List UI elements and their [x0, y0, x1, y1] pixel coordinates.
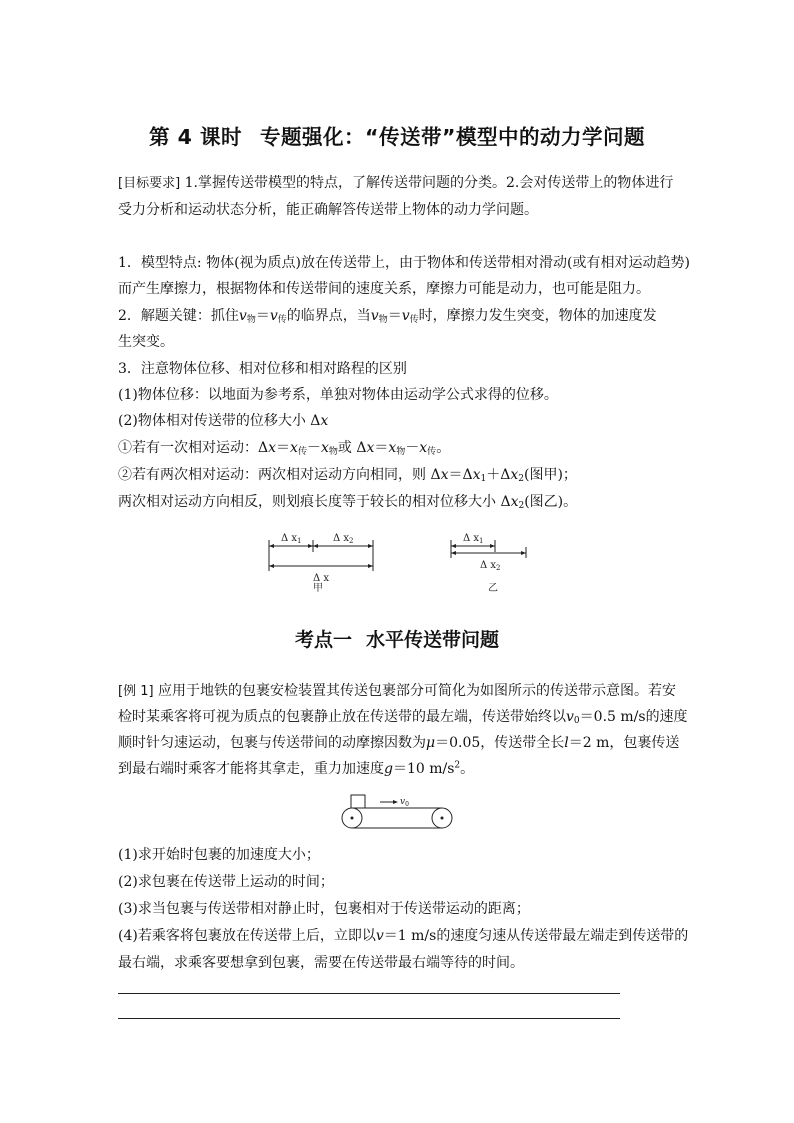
answer-line-1[interactable] — [118, 993, 620, 994]
point-1-line-1: 1．模型特点: 物体(视为质点)放在传送带上，由于物体和传送带相对滑动(或有相对运动趋势) — [118, 255, 690, 271]
example-tag: [例 1] — [118, 684, 154, 699]
jia-dx1-label: Δ $x_1$ — [281, 533, 302, 545]
question-4-line-1: (4)若乘客将包裹放在传送带上后，立即以v＝1 m/s的速度匀速从传送带最左端走到传送带的 — [118, 928, 689, 944]
answer-line-2[interactable] — [118, 1018, 620, 1019]
point-2-line-1: 2．解题关键：抓住$v_物=v_传$的临界点，当$v_物=v_传$时，摩擦力发生突变，物体的加速度发 — [118, 308, 657, 325]
point-1-line-2: 而产生摩擦力，根据物体和传送带间的速度关系，摩擦力可能是动力，也可能是阻力。 — [118, 281, 650, 297]
lesson-title — [0, 120, 794, 150]
question-4-line-2: 最右端，求乘客要想拿到包裹，需要在传送带最右端等待的时间。 — [118, 955, 524, 971]
point-3: 3．注意物体位移、相对位移和相对路程的区别 — [118, 361, 407, 377]
question-3: (3)求当包裹与传送带相对静止时，包裹相对于传送带运动的距离； — [118, 901, 530, 917]
yi-dx2-label: Δ $x_2$ — [480, 560, 501, 572]
point-2-line-2: 生突变。 — [118, 334, 174, 350]
example-line-1: [例 1] 应用于地铁的包裹安检装置其传送包裹部分可简化为如图所示的传送带示意图。若安 — [118, 683, 677, 699]
lesson-topic: 专题强化：“传送带”模型中的动力学问题 — [260, 125, 645, 149]
example-line-4: 到最右端时乘客才能将其拿走，重力加速度g＝10 $m/s^2$。 — [118, 760, 475, 777]
jia-label: 甲 — [313, 583, 323, 594]
lesson-number: 第 4 课时 — [149, 125, 243, 149]
jia-dx2-label: Δ $x_2$ — [333, 533, 354, 545]
example-line-3: 顺时针匀速运动，包裹与传送带间的动摩擦因数为μ＝0.05，传送带全长l＝2 m，包裹传送 — [118, 735, 680, 751]
section-heading: 考点一 水平传送带问题 — [294, 629, 500, 651]
example-line-2: 检时某乘客将可视为质点的包裹静止放在传送带的最左端，传送带始终以$v_0=0.5$ m/s的速度 — [118, 709, 688, 726]
conveyor-belt-diagram — [336, 790, 462, 832]
velocity-label: $v_0$ — [400, 797, 409, 808]
package-box — [351, 795, 365, 808]
point-3-case-1: ①若有一次相对运动：$\Delta x=x_传-x_物$或 $\Delta x=x_物-x_传$。 — [118, 440, 451, 457]
point-3-case-2-cont: 两次相对运动方向相反，则划痕长度等于较长的相对位移大小 $\Delta x_2$(图乙)。 — [118, 494, 578, 511]
question-1: (1)求开始时包裹的加速度大小； — [118, 847, 320, 863]
point-3-sub-1: (1)物体位移：以地面为参考系，单独对物体由运动学公式求得的位移。 — [118, 387, 558, 403]
yi-dx1-label: Δ $x_1$ — [463, 533, 484, 545]
point-3-sub-2: (2)物体相对传送带的位移大小 Δx — [118, 413, 329, 429]
question-2: (2)求包裹在传送带上运动的时间； — [118, 874, 334, 890]
point-3-case-2: ②若有两次相对运动：两次相对运动方向相同，则 $\Delta x=\Delta x_1+\Delta x_2$(图甲)； — [118, 467, 577, 484]
yi-label: 乙 — [488, 583, 498, 594]
displacement-figure — [255, 528, 545, 594]
diagram-jia — [269, 540, 373, 571]
objectives: [目标要求] 1.掌握传送带模型的特点，了解传送带问题的分类。2.会对传送带上的物体进行 受力分析和运动状态分析，能正确解答传送带上物体的动力学问题。 — [118, 175, 674, 218]
objectives-tag: [目标要求] — [118, 176, 181, 191]
jia-dx-label: Δ x — [313, 573, 330, 584]
